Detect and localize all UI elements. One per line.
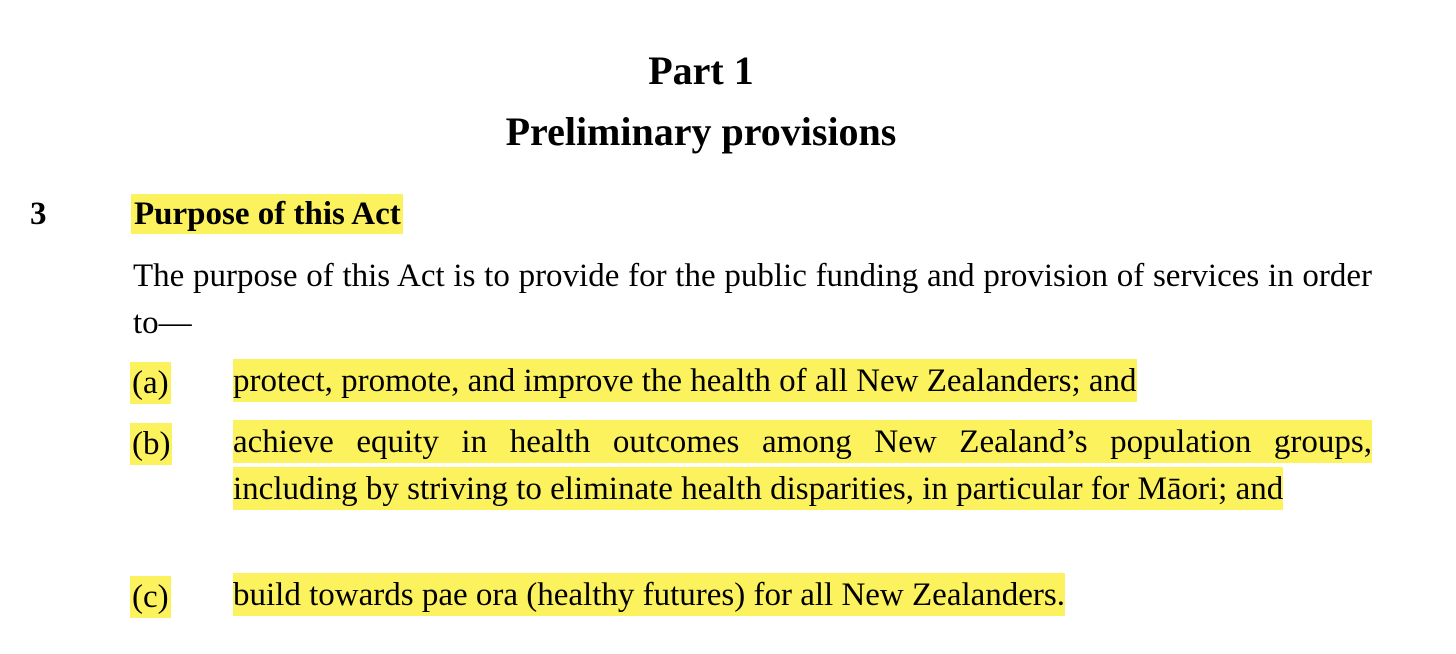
item-text-a: [233, 358, 1137, 405]
section-intro: The purpose of this Act is to provide for the public funding and provision of services in order to—: [133, 258, 1372, 341]
item-text-b: [233, 419, 1372, 513]
section-number: 3: [30, 196, 47, 232]
section-title: Purpose of this Act: [131, 194, 403, 234]
item-text-c-highlight: build towards pae ora (healthy futures) for all New Zealanders.: [233, 573, 1065, 616]
item-label-c: (c): [130, 576, 171, 618]
part-number: Part 1: [648, 48, 754, 93]
item-text-a-highlight: protect, promote, and improve the health of all New Zealanders; and: [233, 359, 1137, 402]
item-label-a: (a): [130, 362, 171, 404]
item-label-b: (b): [130, 423, 172, 465]
item-text-c: [233, 572, 1065, 619]
part-title: Preliminary provisions: [505, 109, 897, 154]
item-text-b-highlight: achieve equity in health outcomes among New Zealand’s population groups, including by striving to eliminate health disparities, in particular for Māori; and: [233, 420, 1372, 510]
